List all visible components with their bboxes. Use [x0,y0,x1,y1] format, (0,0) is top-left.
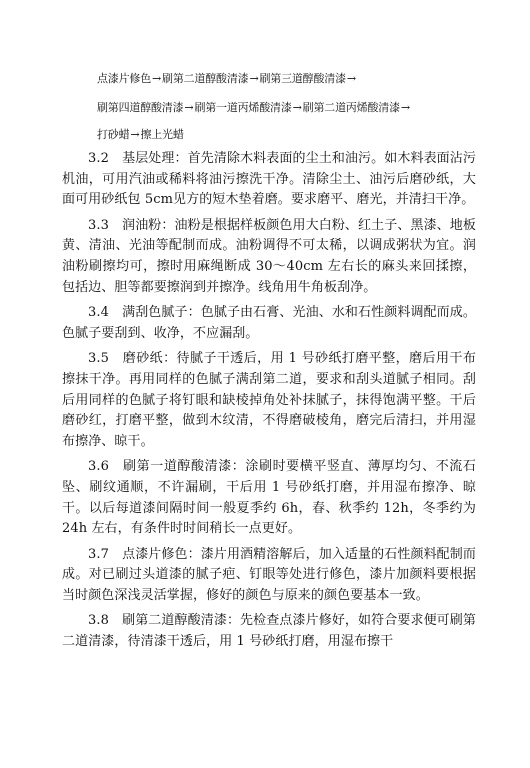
process-flow-line-2 [97,101,411,115]
paragraph-3-7: 3.7 点漆片修色：漆片用酒精溶解后，加入适量的石性颜料配制而成。对已刷过头道漆的腻子疤、钉眼等处进行修色，漆片加颜料要根据当时颜色深浅灵活掌握，修好的颜色与原来的颜色要基本一致。 [62,546,476,603]
flow-step: 点漆片修色 [97,72,151,85]
flow-arrow: → [184,101,194,114]
flow-step: 擦上光蜡 [140,128,184,141]
process-flow-line-3 [97,128,184,142]
paragraph-3-8: 3.8 刷第二道醇酸清漆：先检查点漆片修好，如符合要求便可刷第二道清漆，待清漆干透后，用 1 号砂纸打磨，用湿布擦干 [62,613,476,650]
paragraph-3-5: 3.5 磨砂纸：待腻子干透后，用 1 号砂纸打磨平整，磨后用干布擦抹干净。再用同样的色腻子满刮第二道，要求和刮头道腻子相同。刮后用同样的色腻子将钉眼和缺棱掉角处补抹腻子，抹得饱满平整。干后磨砂红，打磨平整，做到木纹清，不得磨破棱角，磨完后清扫，并用湿布擦净、晾干。 [62,351,476,449]
flow-arrow: → [292,101,302,114]
flow-step: 打砂蜡 [97,128,130,141]
flow-arrow: → [152,72,162,85]
flow-step: 刷第四道醇酸清漆 [97,101,184,114]
flow-arrow: → [130,128,140,141]
paragraph-3-3: 3.3 润油粉：油粉是根据样板颜色用大白粉、红土子、黑漆、地板黄、清油、光油等配制而成。油粉调得不可太稀，以调成粥状为宜。润油粉刷擦均可，擦时用麻绳断成 30～40cm 左右长的麻头来回揉擦，包括边、胆等都要擦润到并擦净。线角用牛角板刮净。 [62,217,476,295]
paragraph-3-2: 3.2 基层处理：首先清除木料表面的尘土和油污。如木料表面沾污机油，可用汽油或稀料将油污擦洗干净。清除尘土、油污后磨砂纸，大面可用砂纸包 5cm见方的短木垫着磨。要求磨平、磨光，并清扫干净。 [62,151,476,208]
process-flow-line-1 [97,72,357,86]
flow-arrow: → [346,72,356,85]
flow-step: 刷第二道丙烯酸清漆 [302,101,400,114]
flow-arrow: → [249,72,259,85]
flow-step: 刷第三道醇酸清漆 [259,72,346,85]
paragraph-3-4: 3.4 满刮色腻子：色腻子由石膏、光油、水和石性颜料调配而成。色腻子要刮到、收净，不应漏刮。 [62,305,476,341]
paragraph-3-6: 3.6 刷第一道醇酸清漆：涂刷时要横平竖直、薄厚均匀、不流石坠、刷纹通顺，不许漏刷，干后用 1 号砂纸打磨，并用湿布擦净、晾干。以后每道漆间隔时间一般夏季约 6h，春、秋季约 12h，冬季约为 24h 左右，有条件时时间稍长一点更好。 [62,459,476,537]
flow-step: 刷第一道丙烯酸清漆 [194,101,292,114]
flow-arrow: → [400,101,410,114]
document-body [62,149,476,658]
flow-step: 刷第二道醇酸清漆 [162,72,249,85]
